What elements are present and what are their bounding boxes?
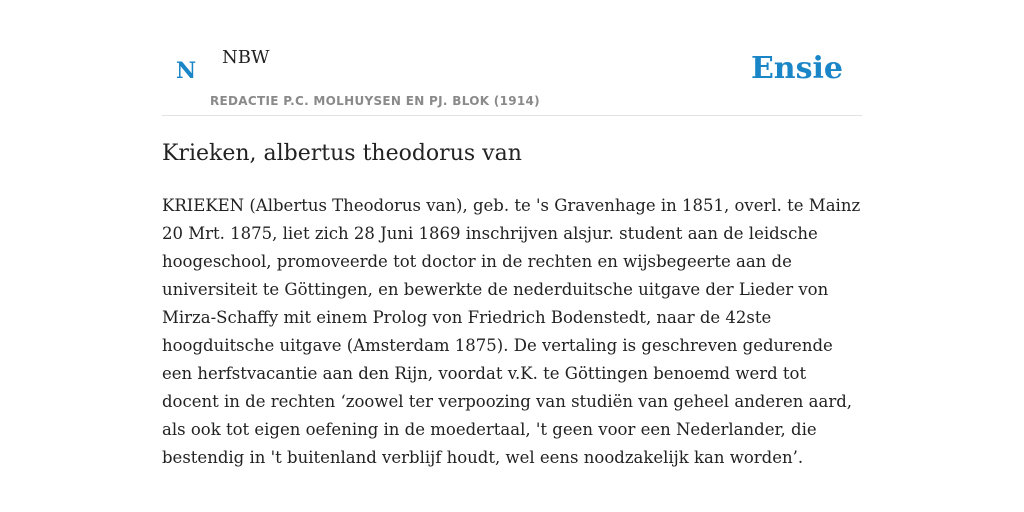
source-logo[interactable]: N	[176, 58, 197, 84]
entry-body-line: universiteit te Göttingen, en bewerkte de nederduitsche uitgave der Lieder von	[162, 280, 829, 299]
entry-body-line: bestendig in 't buitenland verblijf houdt, wel eens noodzakelijk kan worden’.	[162, 448, 804, 467]
entry-body-line: 20 Mrt. 1875, liet zich 28 Juni 1869 inschrijven alsjur. student aan de leidsche	[162, 224, 818, 243]
editors-line: REDACTIE P.C. MOLHUYSEN EN PJ. BLOK (1914)	[210, 94, 540, 108]
source-name[interactable]: NBW	[222, 47, 270, 68]
entry-body-line: hoogduitsche uitgave (Amsterdam 1875). De vertaling is geschreven gedurende	[162, 336, 833, 355]
entry-body-line: hoogeschool, promoveerde tot doctor in de rechten en wijsbegeerte aan de	[162, 252, 792, 271]
brand-logo[interactable]: Ensie	[750, 51, 843, 86]
entry-body-line: KRIEKEN (Albertus Theodorus van), geb. te 's Gravenhage in 1851, overl. te Mainz	[162, 196, 861, 215]
entry-body-line: docent in de rechten ‘zoowel ter verpoozing van studiën van geheel anderen aard,	[162, 392, 853, 411]
entry-body-line: als ook tot eigen oefening in de moedertaal, 't geen voor een Nederlander, die	[162, 420, 817, 439]
page-container	[162, 0, 862, 512]
entry-body	[162, 192, 862, 472]
entry-body-line: Mirza-Schaffy mit einem Prolog von Friedrich Bodenstedt, naar de 42ste	[162, 308, 772, 327]
header-divider	[162, 115, 862, 116]
entry-title: Krieken, albertus theodorus van	[162, 141, 522, 166]
entry-body-line: een herfstvacantie aan den Rijn, voordat v.K. te Göttingen benoemd werd tot	[162, 364, 807, 383]
